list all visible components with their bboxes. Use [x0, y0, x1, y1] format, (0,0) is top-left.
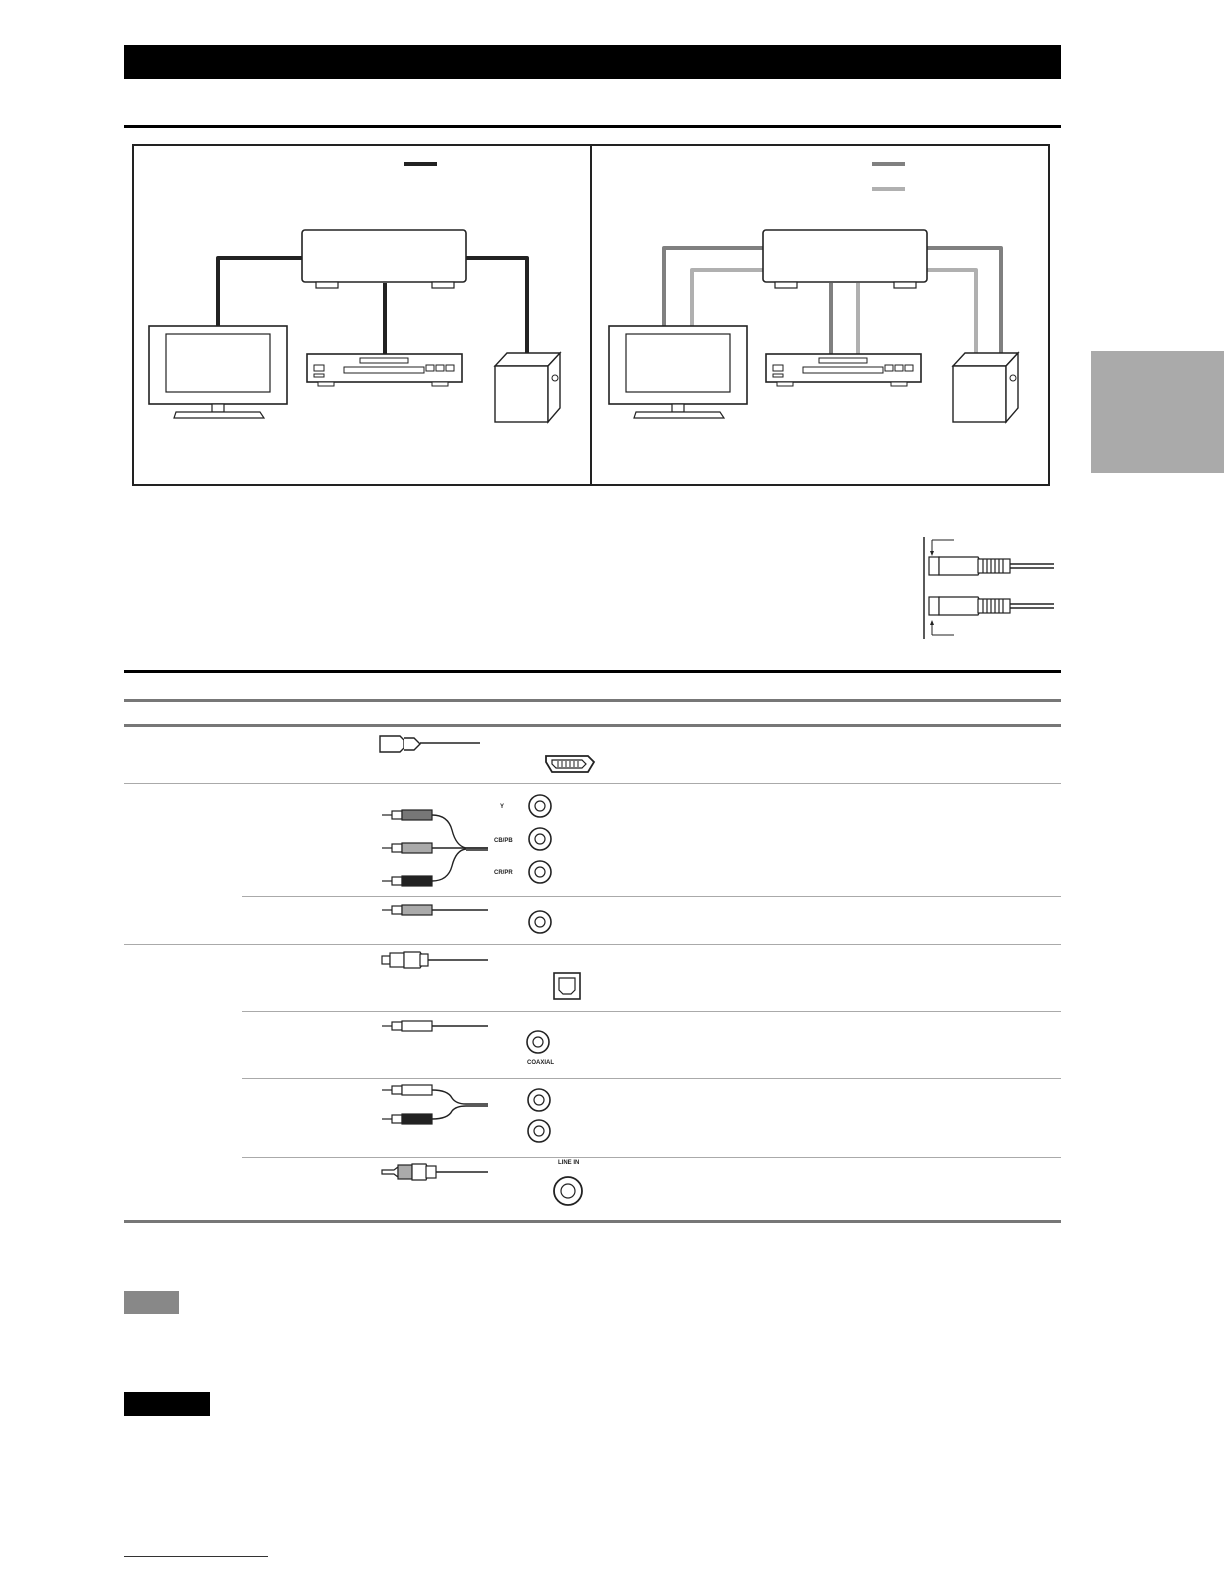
rca-jack-icon [529, 861, 551, 883]
mini-plug-icon [382, 1164, 488, 1180]
section-rule-top [124, 125, 1061, 128]
rca-jack-icon [529, 828, 551, 850]
rca-jack-icon [529, 795, 551, 817]
plug-insertion-illustration [918, 535, 1058, 641]
rca-jack-icon [529, 911, 551, 933]
caution-badge [124, 1392, 210, 1416]
note-badge [124, 1291, 179, 1314]
rca-plug-icon [382, 810, 432, 886]
analog-connection-diagram [594, 146, 1048, 484]
rca-plug-icon [382, 1021, 488, 1031]
connection-table-illustrations [370, 728, 610, 1216]
av-receiver-icon [302, 230, 466, 288]
hdmi-plug-icon [380, 736, 480, 752]
jack-label-line-in: LINE IN [558, 1160, 580, 1166]
footer-link-underline[interactable] [124, 1556, 268, 1557]
diagram-divider [590, 144, 592, 486]
table-row-divider [242, 1011, 1061, 1012]
audio-cable [432, 1090, 488, 1119]
optical-plug-icon [382, 952, 488, 968]
table-row-divider [242, 1078, 1061, 1079]
optical-jack-icon [554, 973, 580, 999]
table-header-rule-bottom [124, 724, 1061, 727]
bd-dvd-player-icon [766, 354, 921, 386]
table-rule-bottom [124, 1220, 1061, 1223]
hdmi-jack-icon [546, 756, 594, 772]
rca-jack-icon [528, 1089, 550, 1111]
jack-label-y: Y [500, 804, 505, 810]
jack-label-cb-pb: CB/PB [494, 838, 513, 844]
component-cable [432, 815, 488, 881]
rca-jack-icon [527, 1031, 549, 1053]
hdmi-connection-diagram [134, 146, 590, 484]
table-rule-top [124, 670, 1061, 673]
subwoofer-icon [953, 353, 1018, 422]
chapter-side-tab [1091, 351, 1224, 473]
rca-jack-icon [528, 1120, 550, 1142]
rca-plug-icon [929, 557, 1054, 575]
bd-dvd-player-icon [307, 354, 462, 386]
rca-plug-icon [382, 905, 488, 915]
jack-label-coaxial: COAXIAL [527, 1060, 554, 1066]
table-row-divider [242, 1157, 1061, 1158]
rca-plug-icon [382, 1085, 432, 1124]
jack-label-cr-pr: CR/PR [494, 870, 513, 876]
table-header-rule [124, 699, 1061, 702]
rca-plug-icon [929, 597, 1054, 615]
mini-jack-icon [554, 1177, 582, 1205]
tv-icon [149, 326, 287, 418]
av-receiver-icon [763, 230, 927, 288]
tv-icon [609, 326, 747, 418]
page-title-bar [124, 45, 1061, 79]
table-row-divider [242, 896, 1061, 897]
subwoofer-icon [495, 353, 560, 422]
